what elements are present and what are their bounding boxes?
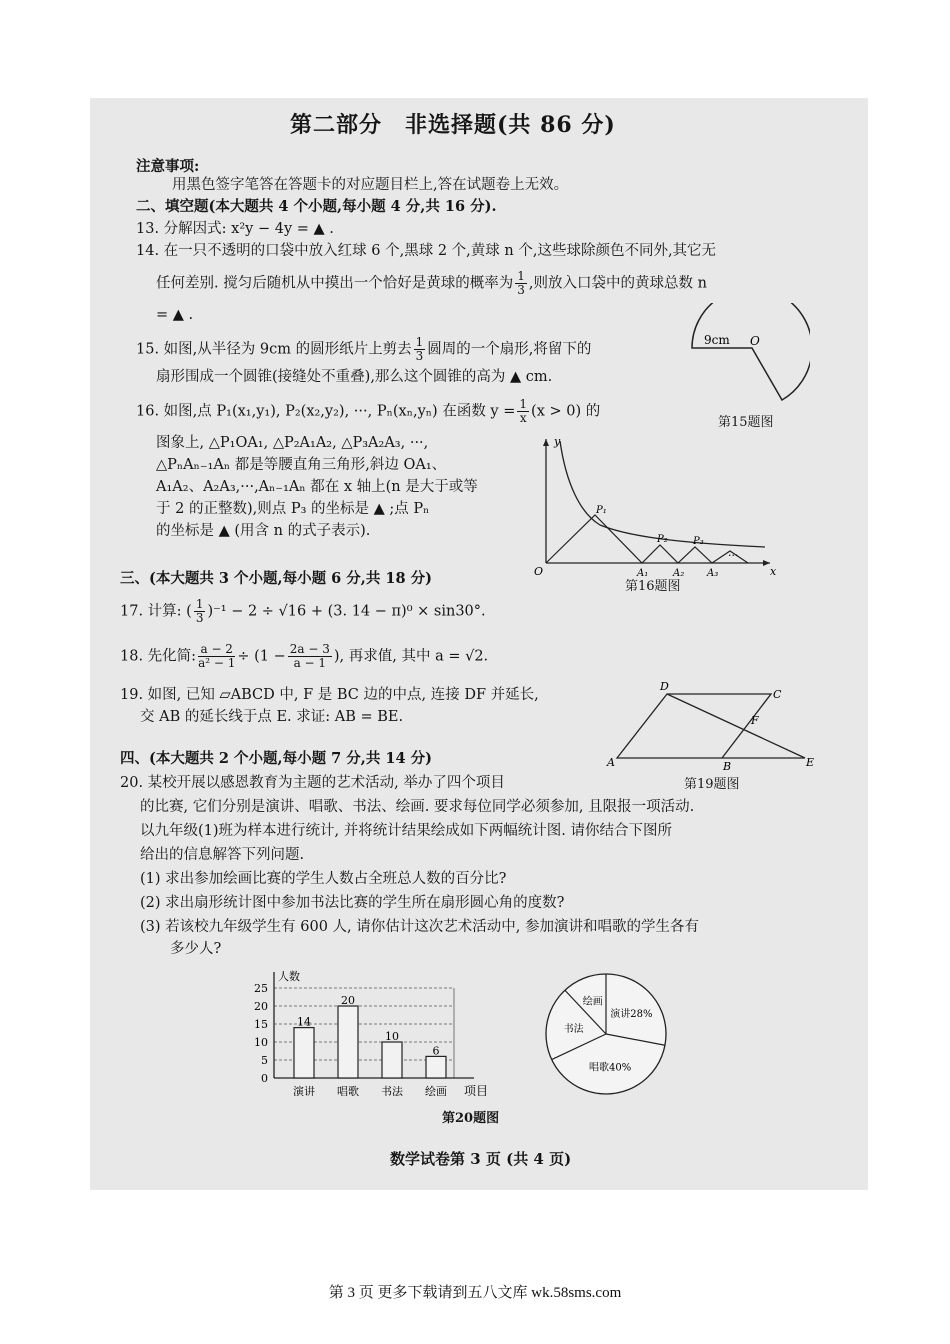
category-label: 唱歌 bbox=[337, 1085, 359, 1096]
pie-chart bbox=[540, 970, 680, 1100]
bar bbox=[338, 1006, 358, 1078]
page-title: 第二部分 非选择题(共 86 分) bbox=[290, 112, 616, 138]
bar-value-label: 6 bbox=[432, 1044, 440, 1058]
notice-body: 用黑色签字笔答在答题卡的对应题目栏上,答在试题卷上无效。 bbox=[172, 177, 569, 193]
sector-outline bbox=[692, 303, 810, 400]
p3-label: P₃ bbox=[693, 536, 704, 547]
q14-fraction bbox=[515, 270, 527, 297]
figure-19-caption: 第19题图 bbox=[684, 777, 740, 792]
q16-frac-num: 1 bbox=[519, 397, 528, 411]
y-tick-label: 25 bbox=[254, 982, 268, 995]
question-15-line2: 扇形围成一个圆锥(接缝处不重叠),那么这个圆锥的高为 ▲ cm. bbox=[156, 369, 553, 385]
q15-text-b: 圆周的一个扇形,将留下的 bbox=[427, 341, 592, 358]
q16-fraction bbox=[517, 398, 529, 425]
question-20-line2: 的比赛, 它们分别是演讲、唱歌、书法、绘画. 要求每位同学必须参加, 且限报一项活动. bbox=[140, 799, 695, 815]
q16-text-b: (x > 0) 的 bbox=[531, 403, 601, 420]
a1-label: A₁ bbox=[637, 568, 649, 578]
q15-frac-num: 1 bbox=[415, 335, 424, 349]
y-tick-label: 20 bbox=[254, 1000, 268, 1013]
bar bbox=[294, 1028, 314, 1078]
bar bbox=[382, 1042, 402, 1078]
p1-label: P₁ bbox=[596, 505, 607, 516]
x-axis-label: 项目 bbox=[464, 1084, 489, 1096]
q17-text-a: 17. 计算: ( bbox=[120, 603, 192, 620]
figure-15-sector bbox=[690, 303, 810, 418]
point-f: F bbox=[751, 714, 759, 727]
question-15-line1 bbox=[136, 336, 591, 363]
section3-heading: 三、(本大题共 3 个小题,每小题 6 分,共 18 分) bbox=[120, 570, 432, 587]
question-20-sub3b: 多少人? bbox=[170, 941, 222, 957]
bar-value-label: 14 bbox=[297, 1015, 311, 1029]
q15-text-a: 15. 如图,从半径为 9cm 的圆形纸片上剪去 bbox=[136, 341, 412, 358]
question-14-line1: 14. 在一只不透明的口袋中放入红球 6 个,黑球 2 个,黄球 n 个,这些球除颜色不同外,其它无 bbox=[136, 243, 717, 259]
triangle-chain bbox=[546, 515, 748, 563]
bar bbox=[426, 1056, 446, 1078]
x-label: x bbox=[770, 565, 777, 578]
section2-heading: 二、填空题(本大题共 4 个小题,每小题 4 分,共 16 分). bbox=[136, 198, 497, 215]
category-label: 演讲 bbox=[293, 1085, 315, 1096]
q18-f1-den: a² − 1 bbox=[198, 656, 236, 670]
question-20-sub1: (1) 求出参加绘画比赛的学生人数占全班总人数的百分比? bbox=[140, 871, 507, 887]
q18-text-b: ÷ (1 − bbox=[237, 648, 286, 665]
q18-text-a: 18. 先化简: bbox=[120, 648, 197, 665]
site-footer: 第 3 页 更多下载请到五八文库 wk.58sms.com bbox=[328, 1285, 622, 1301]
q16-frac-den: x bbox=[519, 411, 527, 425]
question-16-line1 bbox=[136, 398, 600, 425]
y-tick-label: 0 bbox=[261, 1072, 268, 1085]
question-16-line5: 于 2 的正整数),则点 P₃ 的坐标是 ▲ ;点 Pₙ bbox=[156, 501, 430, 517]
question-20-sub3a: (3) 若该校九年级学生有 600 人, 请你估计这次艺术活动中, 参加演讲和唱歌的学生各有 bbox=[140, 919, 699, 935]
figure-15-caption: 第15题图 bbox=[718, 415, 774, 430]
y-label: y bbox=[554, 435, 561, 448]
q18-fraction-2 bbox=[288, 643, 332, 670]
bar-value-label: 20 bbox=[341, 994, 355, 1007]
center-label: O bbox=[750, 334, 760, 348]
p2-label: P₂ bbox=[657, 534, 668, 545]
q18-f2-den: a − 1 bbox=[293, 656, 327, 670]
q18-f1-num: a − 2 bbox=[198, 643, 235, 657]
a2-label: A₂ bbox=[673, 568, 685, 578]
exam-page-footer: 数学试卷第 3 页 (共 4 页) bbox=[390, 1150, 572, 1168]
x-arrow bbox=[763, 560, 770, 566]
y-tick-label: 10 bbox=[254, 1036, 268, 1049]
q14-text-b: ,则放入口袋中的黄球总数 n bbox=[528, 275, 707, 292]
bar-chart bbox=[230, 966, 500, 1096]
scanned-exam-page bbox=[90, 98, 868, 1190]
y-tick-label: 5 bbox=[261, 1054, 268, 1067]
q14-text-a: 任何差别. 搅匀后随机从中摸出一个恰好是黄球的概率为 bbox=[156, 275, 514, 292]
q15-frac-den: 3 bbox=[415, 349, 424, 363]
q17-text-b: )⁻¹ − 2 ÷ √16 + (3. 14 − π)⁰ × sin30°. bbox=[207, 603, 486, 620]
question-20-sub2: (2) 求出扇形统计图中参加书法比赛的学生所在扇形圆心角的度数? bbox=[140, 895, 565, 911]
pie-slice-label: 唱歌40% bbox=[589, 1062, 632, 1074]
vertex-a: A bbox=[607, 756, 615, 769]
notice-heading: 注意事项: bbox=[136, 158, 200, 175]
question-14-line2 bbox=[156, 270, 707, 297]
q17-frac-den: 3 bbox=[195, 611, 204, 625]
question-18 bbox=[120, 643, 488, 670]
pie-slice-label: 演讲28% bbox=[610, 1008, 653, 1020]
question-14-line3: = ▲ . bbox=[156, 307, 194, 323]
figure-16-graph bbox=[530, 433, 780, 578]
question-19-line2: 交 AB 的延长线于点 E. 求证: AB = BE. bbox=[140, 709, 404, 725]
y-tick-label: 15 bbox=[254, 1018, 268, 1031]
q18-f2-num: 2a − 3 bbox=[289, 642, 330, 656]
q16-text-a: 16. 如图,点 P₁(x₁,y₁), P₂(x₂,y₂), ···, Pₙ(xₙ,yₙ) 在函数 y = bbox=[136, 403, 516, 420]
category-label: 书法 bbox=[381, 1085, 403, 1096]
question-19-line1: 19. 如图, 已知 ▱ABCD 中, F 是 BC 边的中点, 连接 DF 并延长, bbox=[120, 687, 539, 703]
q18-fraction-1 bbox=[198, 643, 235, 670]
q14-frac-den: 3 bbox=[517, 283, 525, 297]
figure-19-parallelogram bbox=[605, 680, 820, 770]
origin-label: O bbox=[534, 565, 544, 578]
question-20-line3: 以九年级(1)班为样本进行统计, 并将统计结果绘成如下两幅统计图. 请你结合下图所 bbox=[140, 823, 672, 839]
question-20-line1: 20. 某校开展以感恩教育为主题的艺术活动, 举办了四个项目 bbox=[120, 775, 505, 791]
q18-text-c: ), 再求值, 其中 a = √2. bbox=[333, 648, 489, 665]
q15-fraction bbox=[414, 336, 426, 363]
pie-slice-label: 书法 bbox=[563, 1023, 584, 1035]
hyperbola-curve bbox=[560, 441, 765, 547]
vertex-e: E bbox=[806, 756, 815, 769]
figure-20-caption: 第20题图 bbox=[442, 1111, 500, 1126]
q17-fraction bbox=[194, 598, 206, 625]
category-label: 绘画 bbox=[425, 1085, 447, 1096]
bar-value-label: 10 bbox=[385, 1030, 399, 1043]
figure-16-caption: 第16题图 bbox=[625, 579, 681, 594]
question-20-line4: 给出的信息解答下列问题. bbox=[140, 847, 305, 863]
question-16-line6: 的坐标是 ▲ (用含 n 的式子表示). bbox=[156, 523, 371, 539]
pie-slice-label: 绘画 bbox=[582, 996, 603, 1008]
q14-frac-num: 1 bbox=[517, 269, 525, 283]
line-de bbox=[667, 694, 805, 758]
q17-frac-num: 1 bbox=[195, 597, 204, 611]
question-16-line4: A₁A₂、A₂A₃,···,Aₙ₋₁Aₙ 都在 x 轴上(n 是大于或等 bbox=[156, 479, 478, 495]
vertex-c: C bbox=[773, 688, 782, 701]
a3-label: A₃ bbox=[707, 568, 719, 578]
question-16-line2: 图象上, △P₁OA₁, △P₂A₁A₂, △P₃A₂A₃, ···, bbox=[156, 435, 429, 451]
vertex-b: B bbox=[723, 760, 732, 770]
continuation-dots: ··· bbox=[728, 549, 739, 562]
question-17 bbox=[120, 598, 486, 625]
question-13: 13. 分解因式: x²y − 4y = ▲ . bbox=[136, 221, 334, 237]
y-axis-label: 人数 bbox=[278, 970, 300, 983]
question-16-line3: △PₙAₙ₋₁Aₙ 都是等腰直角三角形,斜边 OA₁、 bbox=[156, 457, 447, 473]
radius-label: 9cm bbox=[704, 333, 730, 347]
section4-heading: 四、(本大题共 2 个小题,每小题 7 分,共 14 分) bbox=[120, 750, 432, 767]
vertex-d: D bbox=[660, 680, 669, 693]
y-arrow bbox=[543, 439, 549, 446]
parallelogram-abcd bbox=[617, 694, 771, 758]
